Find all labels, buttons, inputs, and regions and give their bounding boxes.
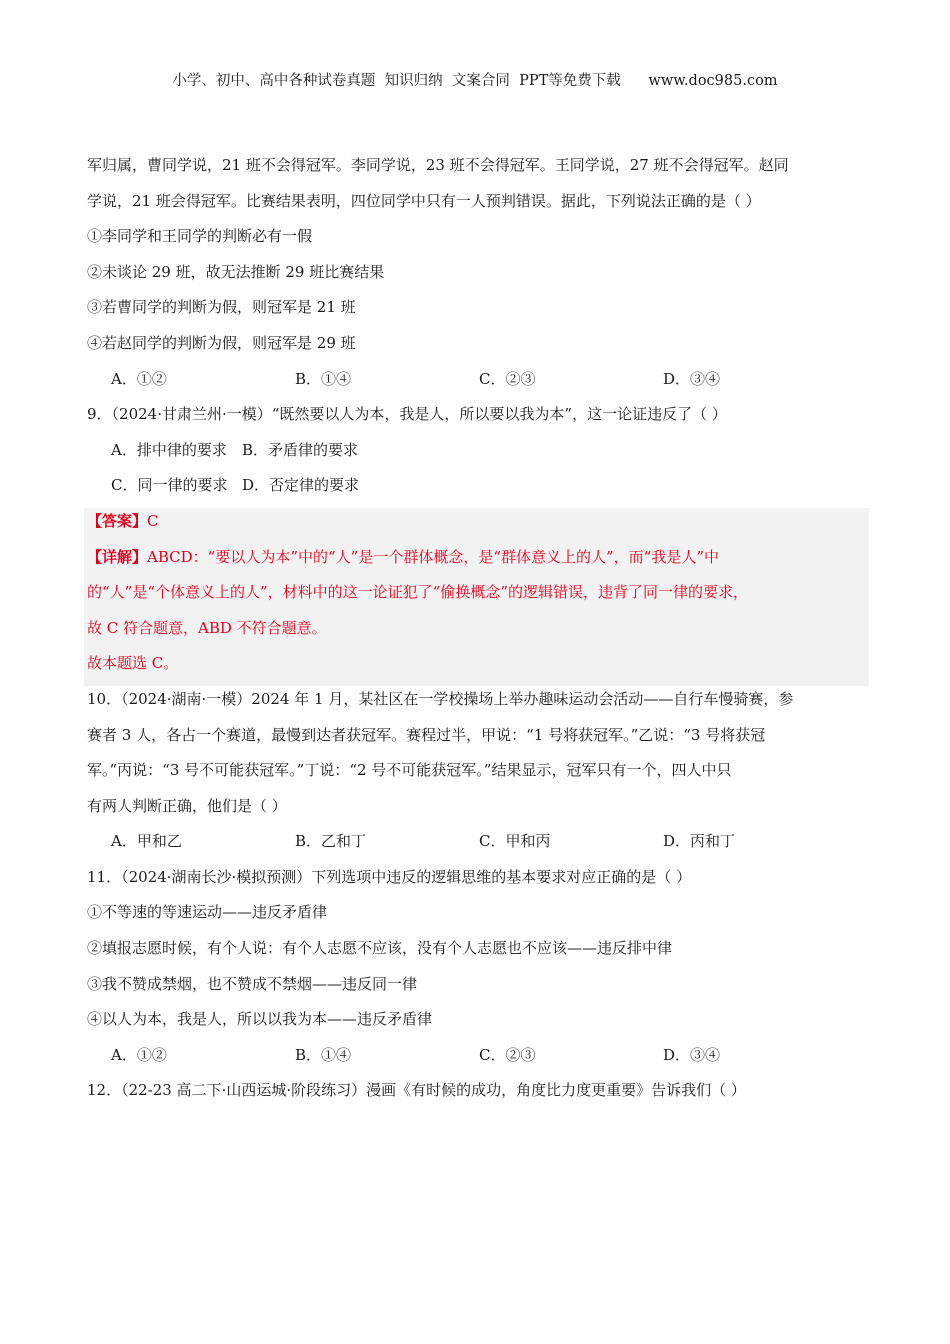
question-stem: 9．（2024·甘肃兰州·一模）“既然要以人为本，我是人，所以要以我为本”，这一论证违反了（ ） <box>87 405 727 424</box>
answer-tag: 【答案】 <box>87 511 148 530</box>
option-c: C．甲和丙 <box>479 832 551 851</box>
option-d: D．否定律的要求 <box>242 476 360 495</box>
options-row <box>87 828 867 864</box>
option-b: B．①④ <box>295 1045 352 1064</box>
statement-1: ①李同学和王同学的判断必有一假 <box>87 227 313 246</box>
statement-2: ②未谈论 29 班，故无法推断 29 班比赛结果 <box>87 262 385 281</box>
question-text-line: 有两人判断正确，他们是（ ） <box>87 796 287 815</box>
option-d: D．③④ <box>663 1045 721 1064</box>
question-text-line: 赛者 3 人，各占一个赛道，最慢到达者获冠军。赛程过半，甲说：“1 号将获冠军。”乙说：“3 号将获冠 <box>87 725 766 744</box>
detail-line <box>87 544 869 580</box>
question-text-line: 学说，21 班会得冠军。比赛结果表明，四位同学中只有一人预判错误。据此，下列说法正确的是（ ） <box>87 191 761 210</box>
options-row <box>87 1042 867 1078</box>
option-b: B．矛盾律的要求 <box>242 440 359 459</box>
option-b: B．乙和丁 <box>295 832 367 851</box>
option-a: A．①② <box>111 1045 167 1064</box>
answer-line <box>87 508 869 544</box>
options-row <box>87 472 867 508</box>
options-row <box>87 366 867 402</box>
question-text-line: 10．（2024·湖南·一模）2024 年 1 月，某社区在一学校操场上举办趣味运动会活动——自行车慢骑赛，参 <box>87 689 794 708</box>
question-stem: 12．（22-23 高二下·山西运城·阶段练习）漫画《有时候的成功，角度比力度更重要》告诉我们（ ） <box>87 1081 746 1100</box>
question-11 <box>87 864 867 1078</box>
options-row <box>87 437 867 473</box>
detail-text: ABCD：“要以人为本”中的“人”是一个群体概念，是“群体意义上的人”，而“我是人”中 <box>147 547 720 566</box>
option-c: C．②③ <box>479 1045 536 1064</box>
detail-line: 的“人”是“个体意义上的人”，材料中的这一论证犯了“偷换概念”的逻辑错误，违背了同一律的要求， <box>87 583 749 602</box>
option-d: D．丙和丁 <box>663 832 736 851</box>
option-b: B．①④ <box>295 369 352 388</box>
question-stem: 11．（2024·湖南长沙·模拟预测）下列选项中违反的逻辑思维的基本要求对应正确的是（ ） <box>87 867 692 886</box>
option-a: A．①② <box>111 369 167 388</box>
question-10 <box>87 686 867 864</box>
statement-3: ③我不赞成禁烟，也不赞成不禁烟——违反同一律 <box>87 974 418 993</box>
option-c: C．②③ <box>479 369 536 388</box>
question-text-line: 军归属，曹同学说，21 班不会得冠军。李同学说，23 班不会得冠军。王同学说，27 班不会得冠军。赵同 <box>87 156 789 174</box>
option-c: C．同一律的要求 <box>111 476 228 495</box>
page-header: 小学、初中、高中各种试卷真题 知识归纳 文案合同 PPT等免费下载 www.doc985.com <box>172 73 778 89</box>
option-d: D．③④ <box>663 369 721 388</box>
document-body <box>87 152 867 1113</box>
statement-3: ③若曹同学的判断为假，则冠军是 21 班 <box>87 298 356 317</box>
question-9 <box>87 401 867 686</box>
option-a: A．排中律的要求 <box>111 440 227 459</box>
statement-4: ④以人为本，我是人，所以以我为本——违反矛盾律 <box>87 1010 433 1029</box>
question-8-continued <box>87 152 867 401</box>
question-text-line: 军。”丙说：“3 号不可能获冠军。”丁说：“2 号不可能获冠军。”结果显示，冠军只有一个，四人中只 <box>87 761 732 780</box>
detail-tag: 【详解】 <box>87 547 148 566</box>
detail-line: 故 C 符合题意，ABD 不符合题意。 <box>87 618 327 637</box>
answer-value: C <box>147 511 159 530</box>
detail-line: 故本题选 C。 <box>87 654 179 673</box>
question-12 <box>87 1077 867 1113</box>
option-a: A．甲和乙 <box>111 832 182 851</box>
statement-1: ①不等速的等速运动——违反矛盾律 <box>87 903 328 922</box>
answer-explanation-box <box>84 508 869 686</box>
statement-4: ④若赵同学的判断为假，则冠军是 29 班 <box>87 333 356 352</box>
statement-2: ②填报志愿时候，有个人说：有个人志愿不应该，没有个人志愿也不应该——违反排中律 <box>87 939 673 958</box>
